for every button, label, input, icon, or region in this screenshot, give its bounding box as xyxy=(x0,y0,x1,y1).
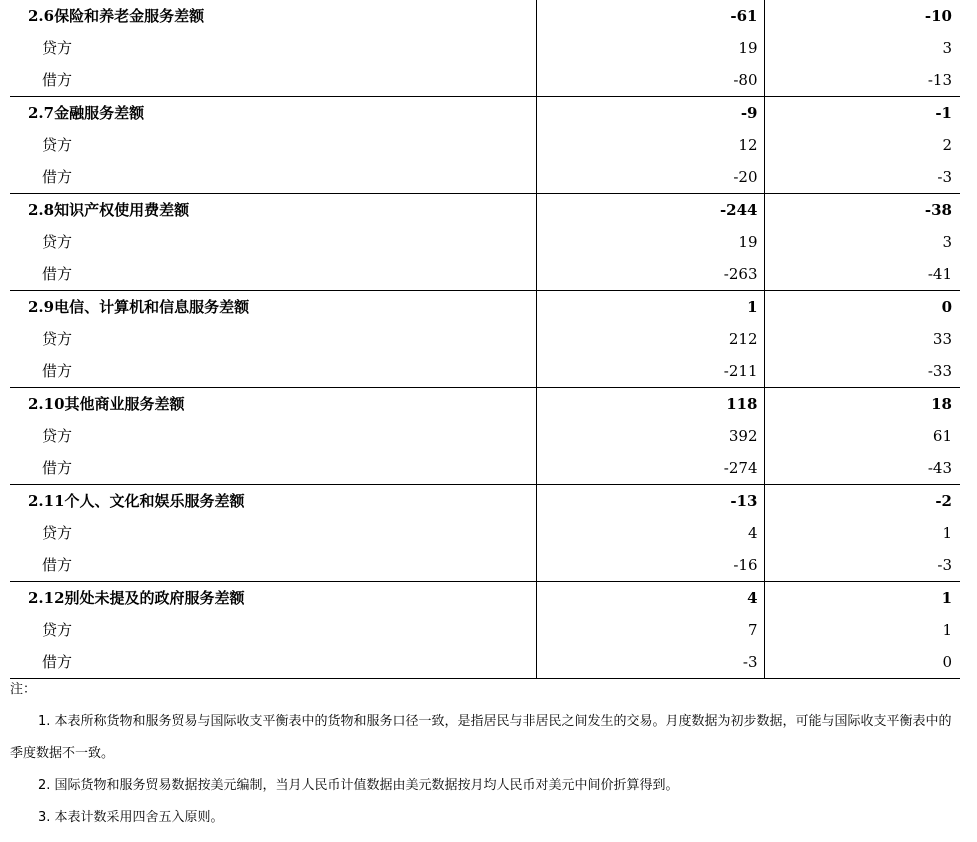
value-col2: -1 xyxy=(764,97,960,130)
value-col1: 392 xyxy=(536,420,764,452)
value-col2: 33 xyxy=(764,323,960,355)
value-col1: -80 xyxy=(536,64,764,97)
value-col1: 19 xyxy=(536,226,764,258)
value-col1: 4 xyxy=(536,582,764,615)
value-col1: -211 xyxy=(536,355,764,388)
notes-section xyxy=(10,674,962,834)
row-label: 贷方 xyxy=(42,39,73,57)
value-col2: 1 xyxy=(764,582,960,615)
value-col2: -2 xyxy=(764,485,960,518)
row-label: 贷方 xyxy=(42,233,73,251)
group-title: 2.9电信、计算机和信息服务差额 xyxy=(28,298,250,316)
credit-row xyxy=(10,32,960,64)
group-header-row xyxy=(10,0,960,32)
value-col2: -13 xyxy=(764,64,960,97)
group-title: 2.10其他商业服务差额 xyxy=(28,395,185,413)
value-col2: -33 xyxy=(764,355,960,388)
value-col1: -9 xyxy=(536,97,764,130)
credit-row xyxy=(10,129,960,161)
group-header-row xyxy=(10,582,960,615)
row-label: 借方 xyxy=(10,64,536,97)
value-col1: -20 xyxy=(536,161,764,194)
row-label: 借方 xyxy=(10,452,536,485)
value-col1: -244 xyxy=(536,194,764,227)
value-col2: 0 xyxy=(764,291,960,324)
row-label: 借方 xyxy=(10,355,536,388)
table-body xyxy=(10,0,960,679)
value-col1: 12 xyxy=(536,129,764,161)
credit-row xyxy=(10,226,960,258)
group-title: 2.11个人、文化和娱乐服务差额 xyxy=(28,492,245,510)
group-title: 2.6保险和养老金服务差额 xyxy=(28,7,205,25)
debit-row xyxy=(10,452,960,485)
group-header-row xyxy=(10,291,960,324)
value-col1: 19 xyxy=(536,32,764,64)
credit-row xyxy=(10,323,960,355)
row-label: 借方 xyxy=(10,161,536,194)
value-col2: -10 xyxy=(764,0,960,32)
debit-row xyxy=(10,355,960,388)
debit-row xyxy=(10,161,960,194)
value-col1: 118 xyxy=(536,388,764,421)
group-header-row xyxy=(10,388,960,421)
credit-row xyxy=(10,517,960,549)
note-item-2: 2. 国际货物和服务贸易数据按美元编制，当月人民币计值数据由美元数据按月均人民币对美元中间价折算得到。 xyxy=(38,778,679,793)
credit-row xyxy=(10,614,960,646)
row-label: 贷方 xyxy=(42,524,73,542)
debit-row xyxy=(10,64,960,97)
row-label: 贷方 xyxy=(42,427,73,445)
debit-row xyxy=(10,258,960,291)
value-col2: 3 xyxy=(764,32,960,64)
value-col2: 61 xyxy=(764,420,960,452)
value-col2: 3 xyxy=(764,226,960,258)
value-col2: 0 xyxy=(764,646,960,679)
group-header-row xyxy=(10,97,960,130)
value-col1: -61 xyxy=(536,0,764,32)
value-col2: -41 xyxy=(764,258,960,291)
value-col2: -3 xyxy=(764,549,960,582)
value-col1: 7 xyxy=(536,614,764,646)
value-col2: -43 xyxy=(764,452,960,485)
value-col1: -16 xyxy=(536,549,764,582)
note-item-3: 3. 本表计数采用四舍五入原则。 xyxy=(38,810,224,825)
group-title: 2.8知识产权使用费差额 xyxy=(28,201,190,219)
row-label: 借方 xyxy=(10,258,536,291)
row-label: 贷方 xyxy=(42,330,73,348)
group-title: 2.7金融服务差额 xyxy=(28,104,145,122)
value-col1: -13 xyxy=(536,485,764,518)
row-label: 贷方 xyxy=(42,621,73,639)
row-label: 贷方 xyxy=(42,136,73,154)
value-col2: -3 xyxy=(764,161,960,194)
value-col2: 1 xyxy=(764,517,960,549)
value-col1: 4 xyxy=(536,517,764,549)
value-col1: 1 xyxy=(536,291,764,324)
value-col1: 212 xyxy=(536,323,764,355)
value-col1: -263 xyxy=(536,258,764,291)
value-col2: -38 xyxy=(764,194,960,227)
row-label: 借方 xyxy=(10,646,536,679)
services-balance-table xyxy=(10,0,960,679)
credit-row xyxy=(10,420,960,452)
value-col2: 1 xyxy=(764,614,960,646)
group-header-row xyxy=(10,194,960,227)
value-col2: 2 xyxy=(764,129,960,161)
note-item-1: 1. 本表所称货物和服务贸易与国际收支平衡表中的货物和服务口径一致，是指居民与非居民之间发生的交易。月度数据为初步数据，可能与国际收支平衡表中的季度数据不一致。 xyxy=(10,714,952,761)
debit-row xyxy=(10,549,960,582)
row-label: 借方 xyxy=(10,549,536,582)
services-balance-table-container xyxy=(10,0,960,679)
value-col1: -3 xyxy=(536,646,764,679)
notes-title: 注： xyxy=(10,682,37,697)
value-col2: 18 xyxy=(764,388,960,421)
group-header-row xyxy=(10,485,960,518)
group-title: 2.12别处未提及的政府服务差额 xyxy=(28,589,245,607)
value-col1: -274 xyxy=(536,452,764,485)
